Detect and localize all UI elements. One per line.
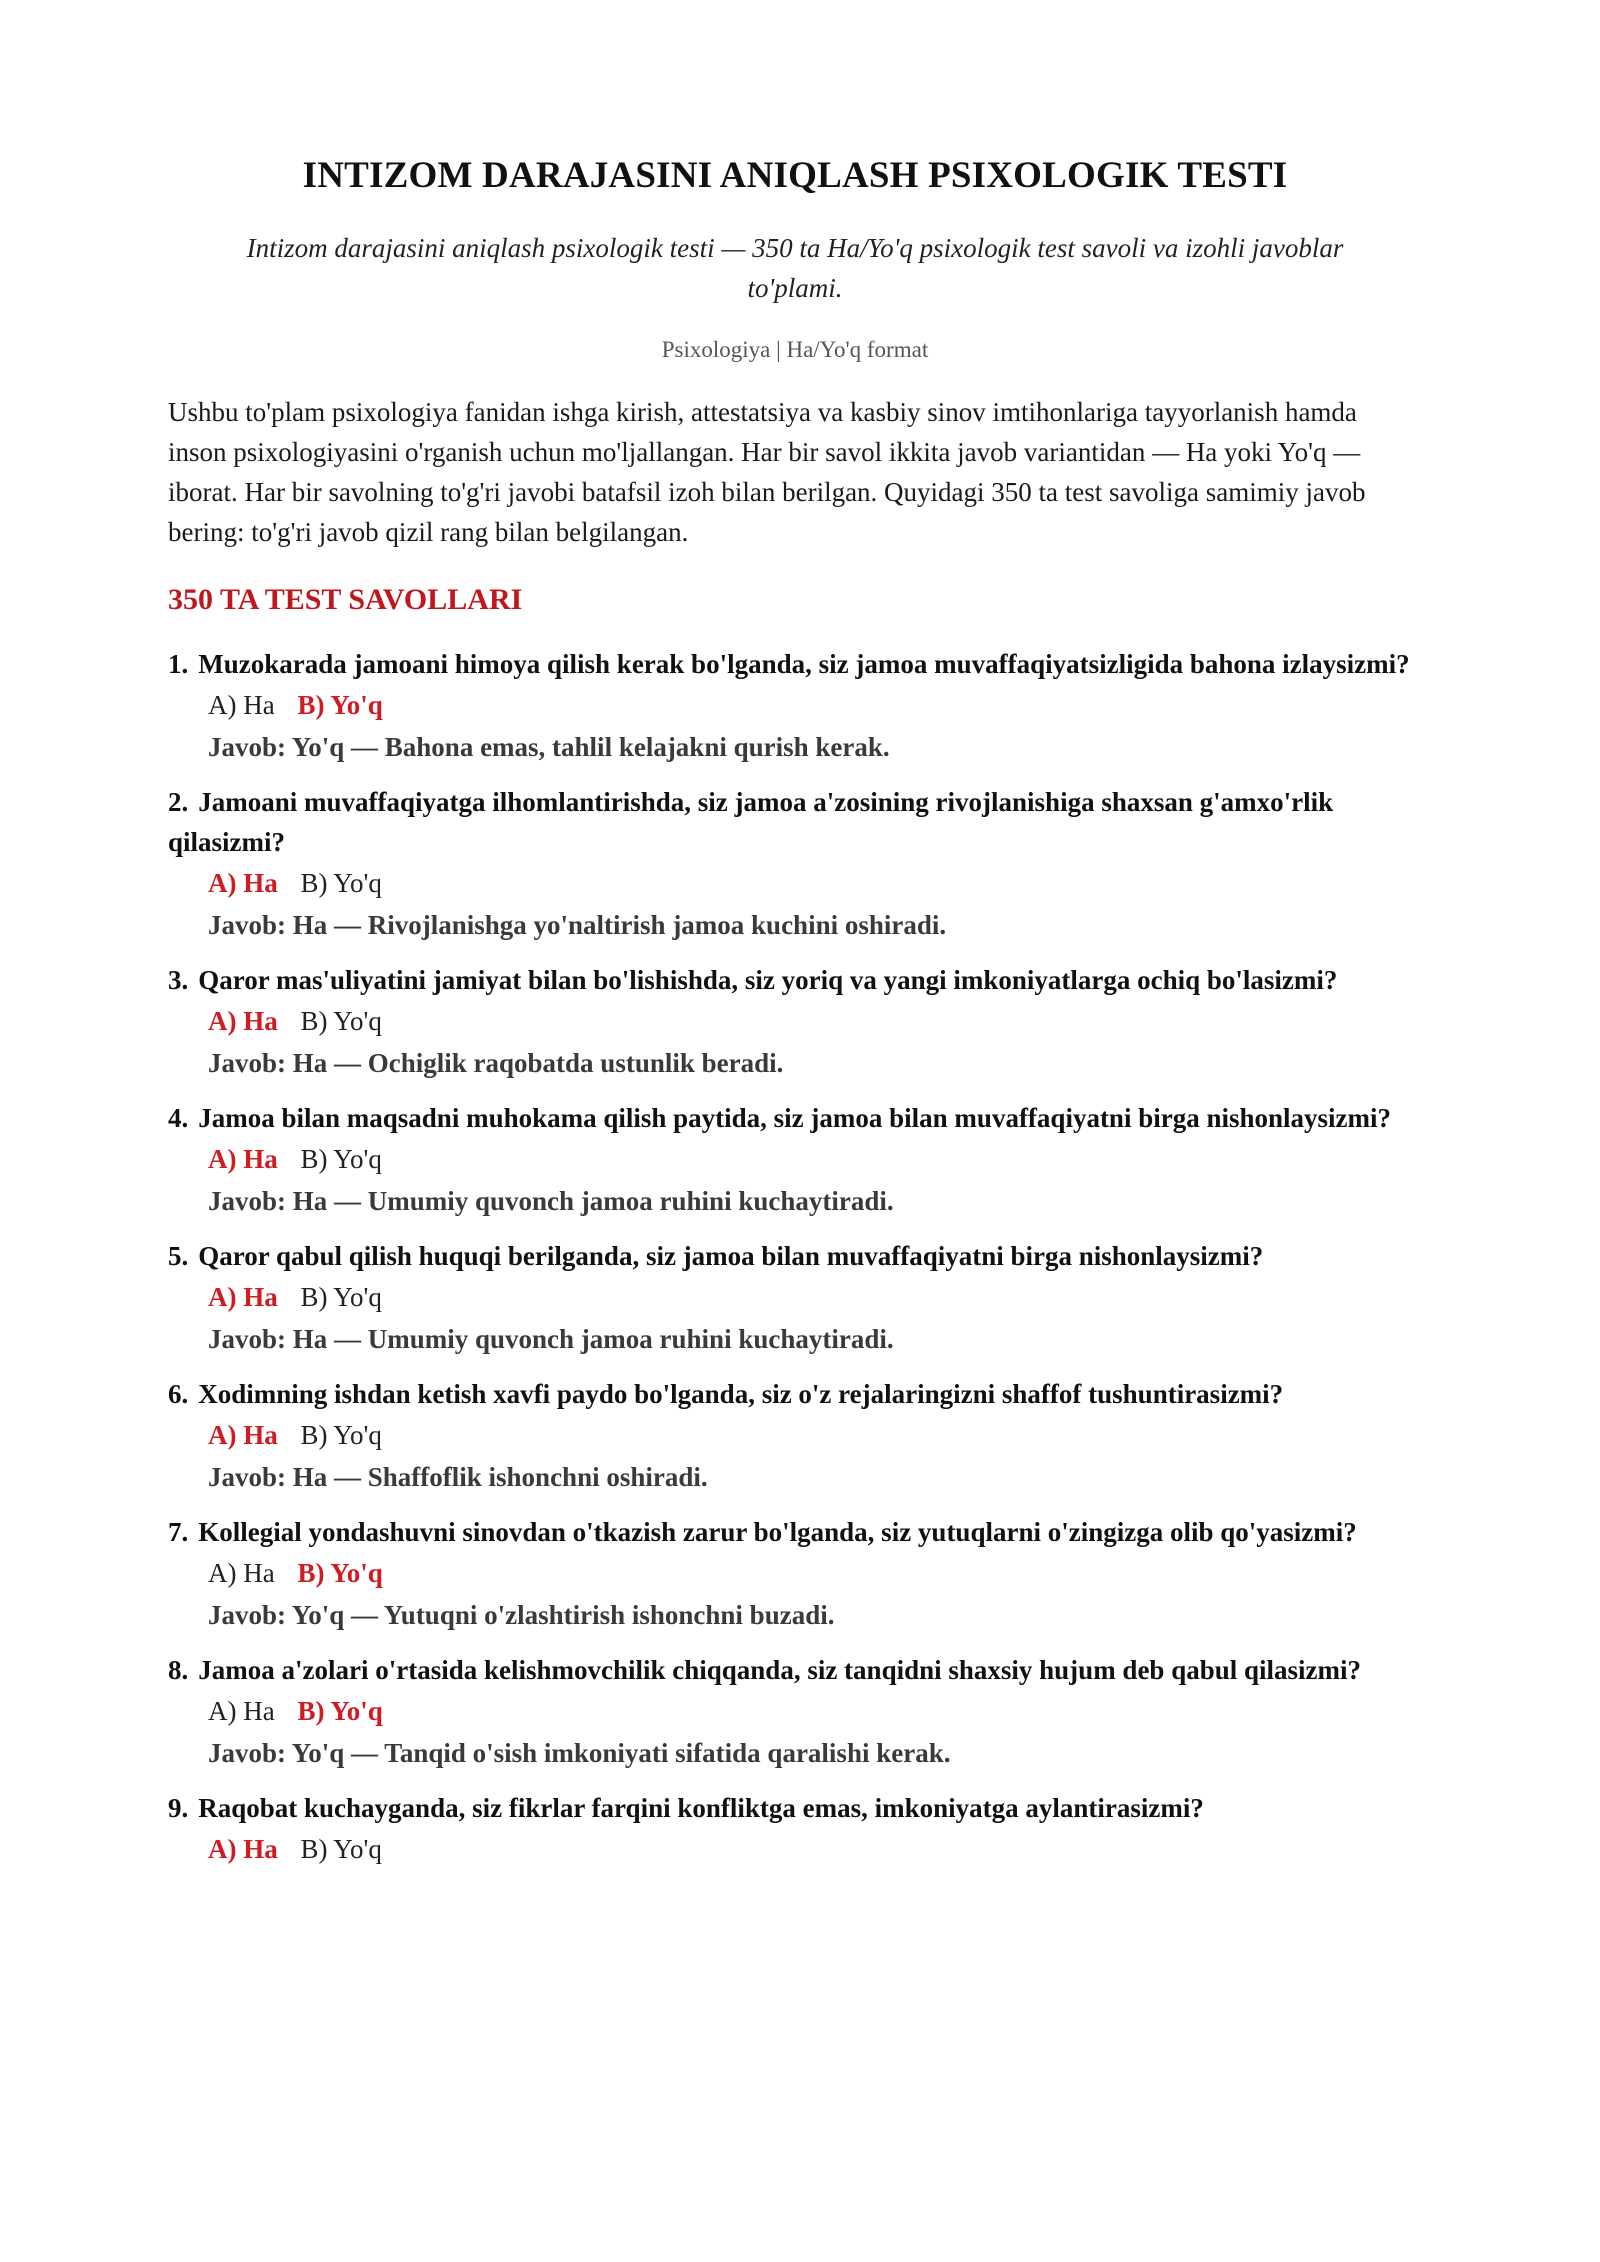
option-a: A) Ha (208, 1282, 278, 1312)
question-text (168, 644, 1422, 684)
option-a: A) Ha (208, 1558, 275, 1588)
answer-explanation: Javob: Ha — Ochiglik raqobatda ustunlik beradi. (208, 1048, 784, 1078)
question-number: 7. (168, 1517, 189, 1547)
option-a: A) Ha (208, 1420, 278, 1450)
answer-explanation: Javob: Yo'q — Bahona emas, tahlil kelajakni qurish kerak. (208, 732, 890, 762)
option-b: B) Yo'q (297, 1558, 383, 1588)
answer-options (168, 684, 1422, 726)
document-subtitle: Intizom darajasini aniqlash psixologik testi — 350 ta Ha/Yo'q psixologik test savoli va izohli javoblar to'plami. (246, 233, 1344, 303)
answer-explanation: Javob: Ha — Rivojlanishga yo'naltirish jamoa kuchini oshiradi. (208, 910, 947, 940)
answer-explanation: Javob: Ha — Umumiy quvonch jamoa ruhini kuchaytiradi. (208, 1186, 894, 1216)
question-number: 8. (168, 1655, 189, 1685)
question-item (168, 782, 1422, 946)
option-b: B) Yo'q (300, 1420, 382, 1450)
question-item (168, 1512, 1422, 1636)
option-a: A) Ha (208, 1006, 278, 1036)
question-list (168, 644, 1422, 1870)
question-number: 4. (168, 1103, 189, 1133)
question-body: Xodimning ishdan ketish xavfi paydo bo'lganda, siz o'z rejalaringizni shaffof tushuntirasizmi? (198, 1379, 1284, 1409)
question-text (168, 960, 1422, 1000)
answer-options (168, 1276, 1422, 1318)
option-b: B) Yo'q (300, 1144, 382, 1174)
question-item (168, 1098, 1422, 1222)
question-body: Qaror mas'uliyatini jamiyat bilan bo'lishishda, siz yoriq va yangi imkoniyatlarga ochiq bo'lasizmi? (198, 965, 1338, 995)
question-text (168, 1650, 1422, 1690)
section-heading: 350 TA TEST SAVOLLARI (168, 583, 523, 616)
question-item (168, 644, 1422, 768)
question-body: Jamoa bilan maqsadni muhokama qilish paytida, siz jamoa bilan muvaffaqiyatni birga nishonlaysizmi? (198, 1103, 1391, 1133)
answer-explanation: Javob: Yo'q — Tanqid o'sish imkoniyati sifatida qaralishi kerak. (208, 1738, 951, 1768)
question-item (168, 960, 1422, 1084)
option-a: A) Ha (208, 868, 278, 898)
option-b: B) Yo'q (300, 1834, 382, 1864)
question-item (168, 1236, 1422, 1360)
answer-options (168, 1138, 1422, 1180)
question-number: 6. (168, 1379, 189, 1409)
option-a: A) Ha (208, 1144, 278, 1174)
question-body: Kollegial yondashuvni sinovdan o'tkazish zarur bo'lganda, siz yutuqlarni o'zingizga olib qo'yasizmi? (198, 1517, 1357, 1547)
question-item (168, 1374, 1422, 1498)
question-text (168, 1788, 1422, 1828)
answer-options (168, 1414, 1422, 1456)
question-text (168, 1374, 1422, 1414)
answer-options (168, 1828, 1422, 1870)
question-number: 9. (168, 1793, 189, 1823)
question-text (168, 1236, 1422, 1276)
question-item (168, 1788, 1422, 1870)
option-b: B) Yo'q (300, 1282, 382, 1312)
option-a: A) Ha (208, 1696, 275, 1726)
option-a: A) Ha (208, 690, 275, 720)
question-body: Qaror qabul qilish huquqi berilganda, siz jamoa bilan muvaffaqiyatni birga nishonlaysizmi? (198, 1241, 1264, 1271)
document-intro: Ushbu to'plam psixologiya fanidan ishga kirish, attestatsiya va kasbiy sinov imtihonlariga tayyorlanish hamda inson psixologiyasini o'rganish uchun mo'ljallangan. Har bir savol ikkita javob variantidan — Ha yoki Yo'q — iborat. Har bir savolning to'g'ri javobi batafsil izoh bilan berilgan. Quyidagi 350 ta test savoliga samimiy javob bering: to'g'ri javob qizil rang bilan belgilangan. (168, 397, 1366, 547)
question-item (168, 1650, 1422, 1774)
option-a: A) Ha (208, 1834, 278, 1864)
answer-options (168, 1552, 1422, 1594)
answer-explanation: Javob: Ha — Umumiy quvonch jamoa ruhini kuchaytiradi. (208, 1324, 894, 1354)
question-number: 5. (168, 1241, 189, 1271)
question-number: 1. (168, 649, 189, 679)
question-body: Jamoa a'zolari o'rtasida kelishmovchilik chiqqanda, siz tanqidni shaxsiy hujum deb qabul qilasizmi? (198, 1655, 1362, 1685)
option-b: B) Yo'q (297, 690, 383, 720)
document-page (168, 0, 1422, 1884)
question-body: Jamoani muvaffaqiyatga ilhomlantirishda, siz jamoa a'zosining rivojlanishiga shaxsan g'amxo'rlik qilasizmi? (168, 787, 1334, 857)
question-body: Raqobat kuchayganda, siz fikrlar farqini konfliktga emas, imkoniyatga aylantirasizmi? (198, 1793, 1204, 1823)
question-text (168, 1098, 1422, 1138)
answer-explanation: Javob: Ha — Shaffoflik ishonchni oshiradi. (208, 1462, 708, 1492)
answer-explanation: Javob: Yo'q — Yutuqni o'zlashtirish ishonchni buzadi. (208, 1600, 835, 1630)
answer-options (168, 1000, 1422, 1042)
document-title: INTIZOM DARAJASINI ANIQLASH PSIXOLOGIK TESTI (302, 155, 1288, 196)
question-number: 2. (168, 787, 189, 817)
question-text (168, 782, 1422, 862)
answer-options (168, 862, 1422, 904)
option-b: B) Yo'q (300, 1006, 382, 1036)
answer-options (168, 1690, 1422, 1732)
option-b: B) Yo'q (297, 1696, 383, 1726)
document-meta: Psixologiya | Ha/Yo'q format (661, 337, 929, 362)
question-number: 3. (168, 965, 189, 995)
question-text (168, 1512, 1422, 1552)
question-body: Muzokarada jamoani himoya qilish kerak bo'lganda, siz jamoa muvaffaqiyatsizligida bahona izlaysizmi? (198, 649, 1410, 679)
option-b: B) Yo'q (300, 868, 382, 898)
